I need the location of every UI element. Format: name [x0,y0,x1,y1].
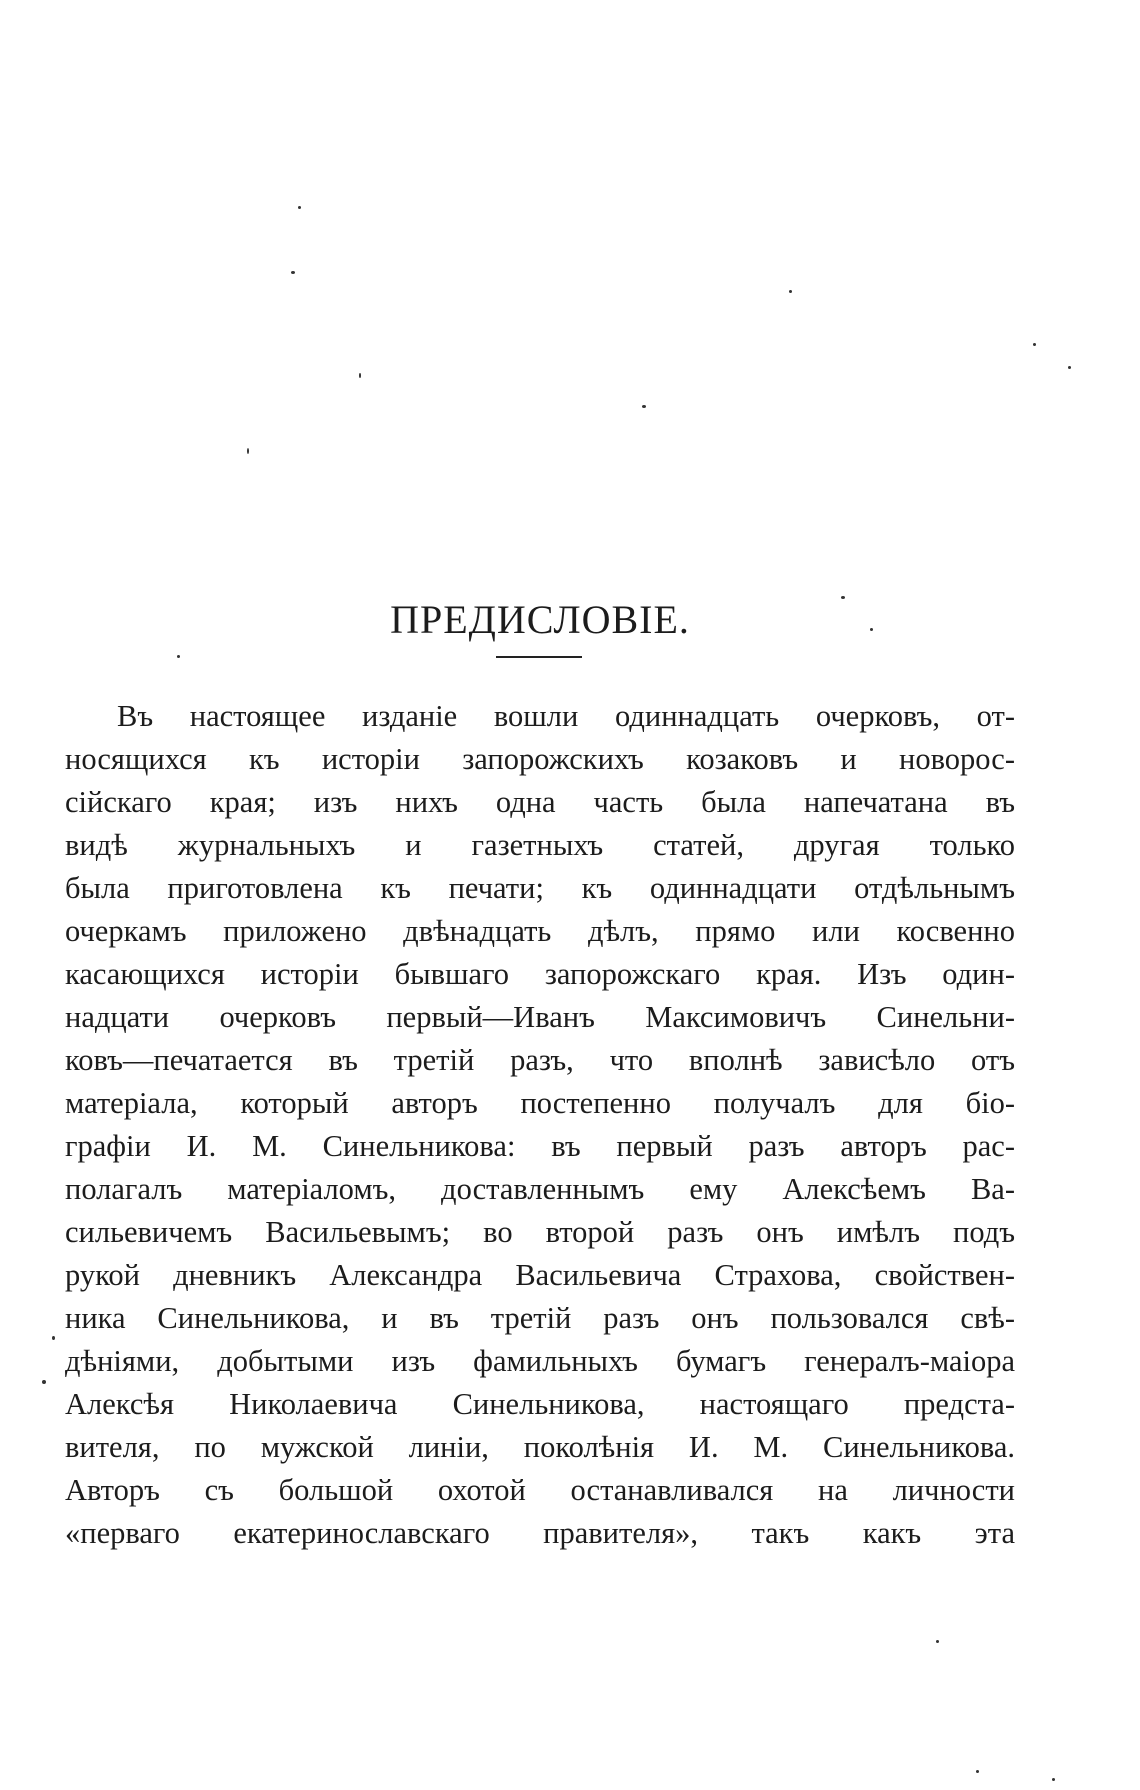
text-line: ковъ—печатается въ третій разъ, что вполнѣ зависѣло отъ [65,1043,1015,1077]
scan-speck [789,290,792,293]
scan-speck [298,206,301,209]
scan-speck [1052,1778,1055,1781]
text-line: сильевичемъ Васильевымъ; во второй разъ онъ имѣлъ подъ [65,1215,1015,1249]
text-line: Въ настоящее изданіе вошли одиннадцать очерковъ, от- [117,699,1015,733]
scan-speck [177,655,180,658]
text-line: сійскаго края; изъ нихъ одна часть была напечатана въ [65,785,1015,819]
text-line: касающихся исторіи бывшаго запорожскаго края. Изъ один- [65,957,1015,991]
scan-speck [936,1640,939,1643]
text-line: носящихся къ исторіи запорожскихъ козаковъ и новорос- [65,742,1015,776]
text-line: «перваго екатеринославскаго правителя», такъ какъ эта [65,1516,1015,1550]
scan-speck [1068,366,1071,369]
scan-speck [247,448,249,454]
scan-speck [291,271,295,274]
text-line: графіи И. М. Синельникова: въ первый разъ авторъ рас- [65,1129,1015,1163]
text-line: ника Синельникова, и въ третій разъ онъ пользовался свѣ- [65,1301,1015,1335]
preface-text [65,695,1015,1555]
text-line: Авторъ съ большой охотой останавливался на личности [65,1473,1015,1507]
scan-speck [42,1380,46,1384]
text-line: вителя, по мужской линіи, поколѣнія И. М. Синельникова. [65,1430,1015,1464]
text-line: полагалъ матеріаломъ, доставленнымъ ему Алексѣемъ Ва- [65,1172,1015,1206]
scan-speck [52,1336,55,1340]
text-line: была приготовлена къ печати; къ одиннадцати отдѣльнымъ [65,871,1015,905]
text-line: надцати очерковъ первый—Иванъ Максимовичъ Синельни- [65,1000,1015,1034]
scan-speck [1033,343,1036,346]
text-line: рукой дневникъ Александра Васильевича Страхова, свойствен- [65,1258,1015,1292]
text-line: видѣ журнальныхъ и газетныхъ статей, другая только [65,828,1015,862]
scan-speck [359,373,361,378]
page-title: ПРЕДИСЛОВІЕ. [390,597,690,642]
text-line: матеріала, который авторъ постепенно получалъ для біо- [65,1086,1015,1120]
scan-speck [642,405,646,408]
scan-speck [976,1770,979,1773]
text-line: дѣніями, добытыми изъ фамильныхъ бумагъ генералъ-маіора [65,1344,1015,1378]
title-divider [496,656,582,658]
text-line: очеркамъ приложено двѣнадцать дѣлъ, прямо или косвенно [65,914,1015,948]
text-line: Алексѣя Николаевича Синельникова, настоящаго предста- [65,1387,1015,1421]
